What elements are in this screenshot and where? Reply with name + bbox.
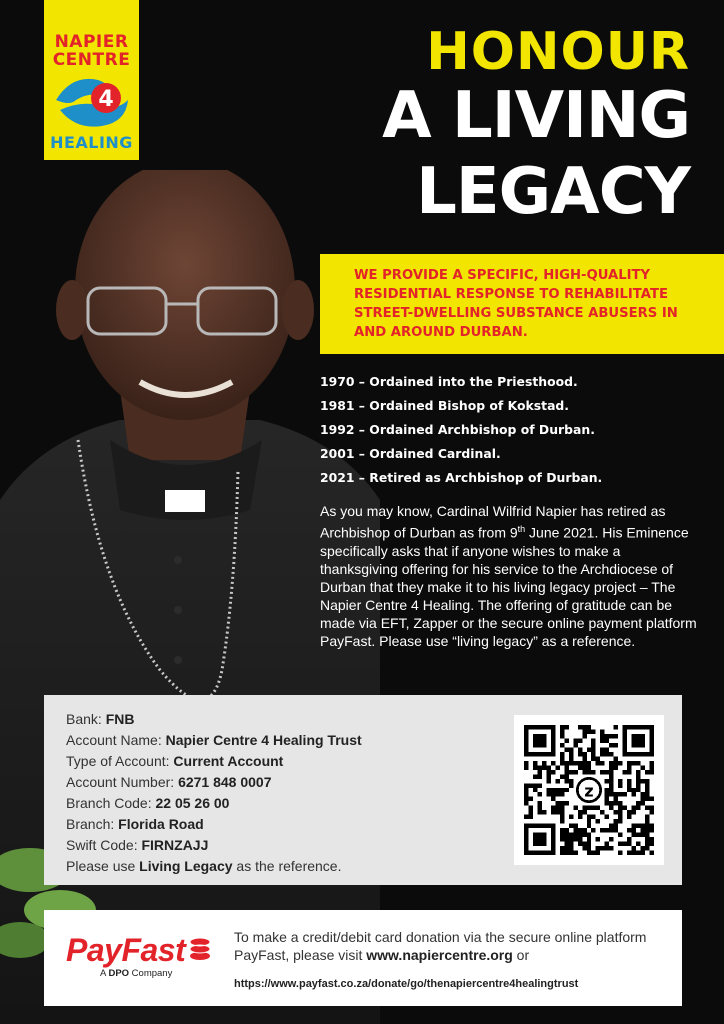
bank-label: Branch Code: — [66, 795, 156, 811]
timeline-item: 1970 – Ordained into the Priesthood. — [320, 374, 578, 389]
bank-line-branch — [66, 814, 486, 835]
payfast-text-before: To make a credit/debit card donation via the secure online platform PayFast, please visit — [234, 929, 647, 963]
payfast-tag-prefix: A — [100, 968, 109, 979]
bank-value: FIRNZAJJ — [141, 837, 209, 853]
logo-text-centre: CENTRE — [52, 50, 131, 70]
payfast-donate-link[interactable]: https://www.payfast.co.za/donate/go/thenapiercentre4healingtrust — [234, 978, 579, 990]
bank-label: Account Name: — [66, 732, 166, 748]
title-a-living: A LIVING — [382, 79, 690, 153]
appeal-text-start: As you may know, Cardinal Wilfrid Napier has retired as Archbishop of Durban as from 9 — [320, 503, 666, 541]
bank-line-branch-code — [66, 793, 486, 814]
bank-label: Bank: — [66, 711, 106, 727]
bank-label: Branch: — [66, 816, 119, 832]
title-honour: HONOUR — [426, 22, 690, 82]
payfast-wordmark: PayFast — [66, 932, 186, 968]
bank-line-account-type — [66, 751, 486, 772]
bank-label: Type of Account: — [66, 753, 174, 769]
timeline-item: 1981 – Ordained Bishop of Kokstad. — [320, 398, 570, 413]
mission-banner — [320, 254, 724, 354]
napier-centre-logo — [44, 0, 139, 160]
payfast-tag-suffix: Company — [129, 968, 173, 979]
bank-suffix: as the reference. — [232, 858, 342, 874]
logo-text-healing: HEALING — [50, 133, 133, 152]
payfast-instructions — [234, 928, 674, 964]
title-legacy: LEGACY — [416, 155, 690, 229]
coins-icon — [188, 936, 212, 966]
bank-label: Account Number: — [66, 774, 179, 790]
payfast-logo — [66, 932, 216, 986]
appeal-superscript: th — [517, 524, 526, 534]
bank-value: 22 05 26 00 — [155, 795, 230, 811]
svg-text:z: z — [584, 781, 594, 801]
bank-value: Living Legacy — [139, 858, 233, 874]
zapper-qr-code[interactable] — [514, 715, 664, 865]
timeline — [320, 373, 700, 493]
bank-line-bank — [66, 709, 486, 730]
bank-label: Swift Code: — [66, 837, 142, 853]
payfast-box — [44, 910, 682, 1006]
timeline-item: 2021 – Retired as Archbishop of Durban. — [320, 470, 603, 485]
logo-text-napier: NAPIER — [54, 32, 129, 52]
payfast-tag-dpo: DPO — [108, 968, 130, 979]
hands-dove-icon — [52, 70, 132, 132]
appeal-text-end: June 2021. His Eminence specifically asks that if anyone wishes to make a thanksgiving offering for his service to the Archdiocese of Durban that they make it to his living legacy project – The Napier Centre 4 Healing. The offering of gratitude can be made via EFT, Zapper or the secure online payment platform PayFast. Please use “living legacy” as a reference. — [320, 524, 697, 649]
logo-number: 4 — [98, 87, 114, 112]
appeal-paragraph — [320, 502, 702, 650]
bank-label: Please use — [66, 858, 140, 874]
qr-code-icon — [524, 725, 654, 855]
bank-line-account-number — [66, 772, 486, 793]
bank-value: Current Account — [173, 753, 284, 769]
bank-value: FNB — [105, 711, 135, 727]
bank-line-reference — [66, 856, 486, 877]
mission-text: WE PROVIDE A SPECIFIC, HIGH-QUALITY RESIDENTIAL RESPONSE TO REHABILITATE STREET-DWELLING SUBSTANCE ABUSERS IN AND AROUND DURBAN. — [354, 268, 678, 340]
payfast-tagline — [100, 968, 172, 979]
website-link[interactable]: www.napiercentre.org — [366, 947, 513, 963]
bank-details-list — [66, 709, 486, 877]
payfast-text-after: or — [512, 947, 530, 963]
bank-details-box — [44, 695, 682, 885]
bank-line-swift — [66, 835, 486, 856]
timeline-item: 1992 – Ordained Archbishop of Durban. — [320, 422, 595, 437]
bank-line-account-name — [66, 730, 486, 751]
timeline-item: 2001 – Ordained Cardinal. — [320, 446, 501, 461]
bank-value: Florida Road — [118, 816, 204, 832]
bank-value: 6271 848 0007 — [178, 774, 272, 790]
bank-value: Napier Centre 4 Healing Trust — [165, 732, 362, 748]
